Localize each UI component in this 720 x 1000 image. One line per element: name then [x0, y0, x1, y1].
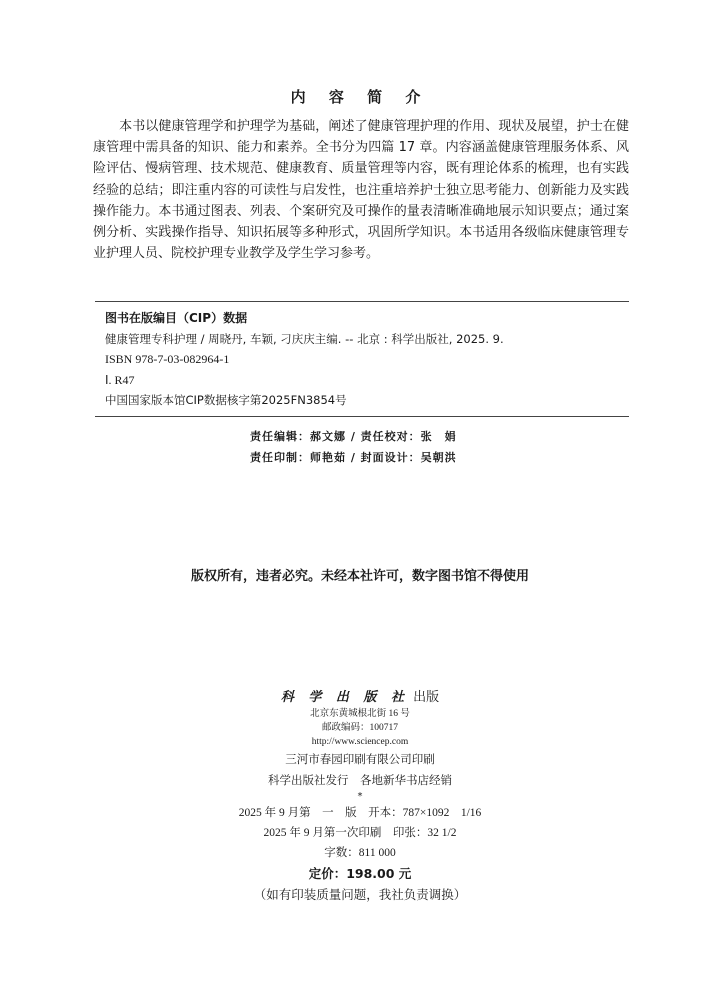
publisher-address: 北京东黄城根北街 16 号	[310, 709, 410, 719]
imprint-block	[0, 688, 720, 905]
editors-block	[250, 426, 457, 468]
printer-line: 三河市春园印刷有限公司印刷	[285, 752, 435, 766]
price-line: 定价：198.00 元	[308, 866, 412, 881]
edition-line: 2025 年 9 月第 一 版 开本：787×1092 1/16	[238, 807, 482, 819]
copyright-notice: 版权所有，违者必究。未经本社许可，数字图书馆不得使用	[190, 569, 529, 584]
cip-classification: Ⅰ. R47	[105, 372, 135, 387]
printing-line: 2025 年 9 月第一次印刷 印张：32 1/2	[263, 827, 457, 839]
publisher-url: http://www.sciencep.com	[311, 737, 409, 747]
editor-line-1: 责任编辑：郝文娜 / 责任校对：张 娟	[250, 430, 457, 443]
publisher-line	[0, 688, 720, 707]
editor-line-2: 责任印制：师艳茹 / 封面设计：吴朝洪	[250, 451, 457, 464]
wordcount-line: 字数：811 000	[324, 847, 396, 859]
publisher-name: 科 学 出 版 社	[280, 690, 409, 705]
publisher-postcode: 邮政编码：100717	[321, 723, 398, 733]
cip-bibliographic-line: 健康管理专科护理 / 周晓丹, 车颖, 刁庆庆主编. -- 北京 : 科学出版社, 2025. 9.	[105, 331, 504, 346]
summary-title: 内 容 简 介	[290, 88, 430, 106]
cip-record-number: 中国国家版本馆CIP数据核字第2025FN3854号	[105, 393, 347, 408]
cip-isbn: ISBN 978-7-03-082964-1	[105, 352, 230, 367]
quality-note: （如有印装质量问题，我社负责调换）	[253, 887, 467, 902]
cip-heading: 图书在版编目（CIP）数据	[105, 311, 248, 325]
summary-paragraph: 本书以健康管理学和护理学为基础，阐述了健康管理护理的作用、现状及展望，护士在健康管理中需具备的知识、能力和素养。全书分为四篇 17 章。内容涵盖健康管理服务体系、风险评估、慢病管理、技术规范、健康教育、质量管理等内容，既有理论体系的梳理，也有实践经验的总结；即注重内容的可读性与启发性，也注重培养护士独立思考能力、创新能力及实践操作能力。本书通过图表、列表、个案研究及可操作的量表清晰准确地展示知识要点；通过案例分析、实践操作指导、知识拓展等多种形式，巩固所学知识。本书适用各级临床健康管理专业护理人员、院校护理专业教学及学生学习参考。	[93, 119, 629, 262]
cip-data-block	[95, 301, 629, 417]
separator-star: *	[357, 791, 363, 802]
publisher-suffix: 出版	[413, 690, 440, 705]
distribution-line: 科学出版社发行 各地新华书店经销	[268, 773, 452, 787]
